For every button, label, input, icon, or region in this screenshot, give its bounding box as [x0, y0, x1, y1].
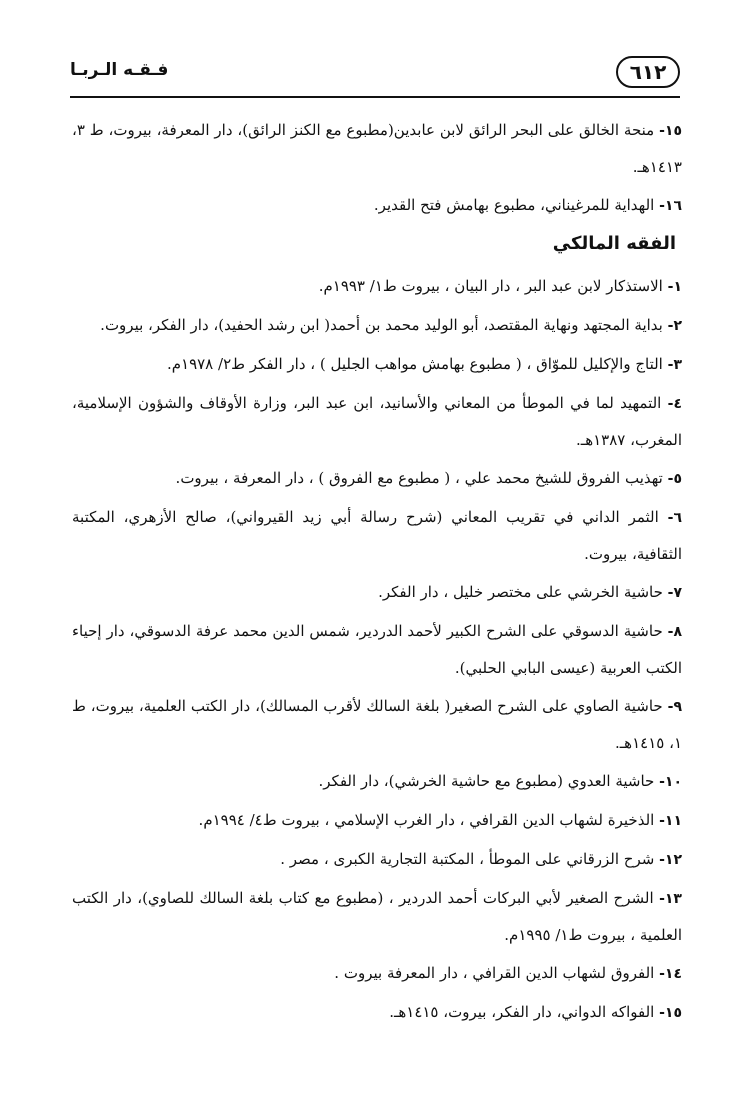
- entry-number: ١٥-: [659, 123, 682, 139]
- page-number-badge: ٦١٢: [616, 56, 680, 88]
- entry-text: منحة الخالق على البحر الرائق لابن عابدين(مطبوع مع الكنز الرائق)، دار المعرفة، بيروت، ط ٣، ١٤١٣هـ.: [72, 121, 682, 176]
- entry-text: حاشية الدسوقي على الشرح الكبير لأحمد الدردير، شمس الدين محمد عرفة الدسوقي، دار إحياء الكتب العربية (عيسى البابي الحلبي).: [72, 622, 682, 677]
- reference-entry: [72, 880, 682, 953]
- entry-number: ١٣-: [659, 891, 682, 907]
- bibliography-content: [72, 112, 682, 1033]
- reference-entry: [72, 346, 682, 383]
- entry-number: ١٤-: [659, 966, 682, 982]
- reference-entry: [72, 802, 682, 839]
- reference-entry: [72, 112, 682, 185]
- maliki-entries: [72, 268, 682, 1031]
- reference-entry: [72, 307, 682, 344]
- entry-number: ٥-: [667, 471, 682, 487]
- entry-number: ١٦-: [659, 198, 682, 214]
- entry-number: ١٠-: [659, 774, 682, 790]
- entry-text: حاشية العدوي (مطبوع مع حاشية الخرشي)، دار الفكر.: [318, 772, 655, 790]
- entry-number: ١٥-: [659, 1005, 682, 1021]
- entry-text: بداية المجتهد ونهاية المقتصد، أبو الوليد محمد بن أحمد( ابن رشد الحفيد)، دار الفكر، بيروت.: [100, 316, 663, 334]
- entry-number: ٦-: [667, 510, 682, 526]
- entry-number: ١١-: [659, 813, 682, 829]
- entry-text: الثمر الداني في تقريب المعاني (شرح رسالة أبي زيد القيرواني)، صالح الأزهري، المكتبة الثقافية، بيروت.: [72, 508, 682, 563]
- reference-entry: [72, 613, 682, 686]
- entry-text: الفروق لشهاب الدين القرافي ، دار المعرفة بيروت .: [334, 964, 655, 982]
- entry-number: ١٢-: [659, 852, 682, 868]
- entry-text: الهداية للمرغيناني، مطبوع بهامش فتح القدير.: [373, 196, 655, 214]
- entry-text: الشرح الصغير لأبي البركات أحمد الدردير ، (مطبوع مع كتاب بلغة السالك للصاوي)، دار الكتب العلمية ، بيروت ط١/ ١٩٩٥م.: [72, 889, 682, 944]
- entry-number: ٤-: [667, 396, 682, 412]
- entry-text: الذخيرة لشهاب الدين القرافي ، دار الغرب الإسلامي ، بيروت ط٤/ ١٩٩٤م.: [198, 811, 655, 829]
- reference-entry: [72, 574, 682, 611]
- entry-text: حاشية الخرشي على مختصر خليل ، دار الفكر.: [378, 583, 663, 601]
- page-header: [70, 52, 680, 98]
- reference-entry: [72, 268, 682, 305]
- reference-entry: [72, 994, 682, 1031]
- reference-entry: [72, 688, 682, 761]
- entry-number: ٩-: [667, 699, 682, 715]
- reference-entry: [72, 187, 682, 224]
- entry-text: التمهيد لما في الموطأ من المعاني والأسانيد، ابن عبد البر، وزارة الأوقاف والشؤون الإسلامية، المغرب، ١٣٨٧هـ.: [72, 394, 682, 449]
- reference-entry: [72, 841, 682, 878]
- reference-entry: [72, 763, 682, 800]
- section-heading: الفقه المالكي: [552, 233, 676, 254]
- entry-number: ٨-: [667, 624, 682, 640]
- hanafi-entries-tail: [72, 112, 682, 224]
- entry-text: شرح الزرقاني على الموطأ ، المكتبة التجارية الكبرى ، مصر .: [280, 850, 655, 868]
- reference-entry: [72, 499, 682, 572]
- reference-entry: [72, 460, 682, 497]
- entry-text: التاج والإكليل للموّاق ، ( مطبوع بهامش مواهب الجليل ) ، دار الفكر ط٢/ ١٩٧٨م.: [166, 355, 663, 373]
- running-title: فـقـه الـربـا: [70, 60, 169, 80]
- entry-text: تهذيب الفروق للشيخ محمد علي ، ( مطبوع مع الفروق ) ، دار المعرفة ، بيروت.: [175, 469, 663, 487]
- entry-text: الاستذكار لابن عبد البر ، دار البيان ، بيروت ط١/ ١٩٩٣م.: [318, 277, 663, 295]
- entry-text: الفواكه الدواني، دار الفكر، بيروت، ١٤١٥هـ.: [389, 1003, 655, 1021]
- entry-number: ٢-: [667, 318, 682, 334]
- entry-number: ٧-: [667, 585, 682, 601]
- reference-entry: [72, 955, 682, 992]
- entry-number: ١-: [667, 279, 682, 295]
- reference-entry: [72, 385, 682, 458]
- entry-text: حاشية الصاوي على الشرح الصغير( بلغة السالك لأقرب المسالك)، دار الكتب العلمية، بيروت، ط ١، ١٤١٥هـ.: [72, 697, 682, 752]
- entry-number: ٣-: [667, 357, 682, 373]
